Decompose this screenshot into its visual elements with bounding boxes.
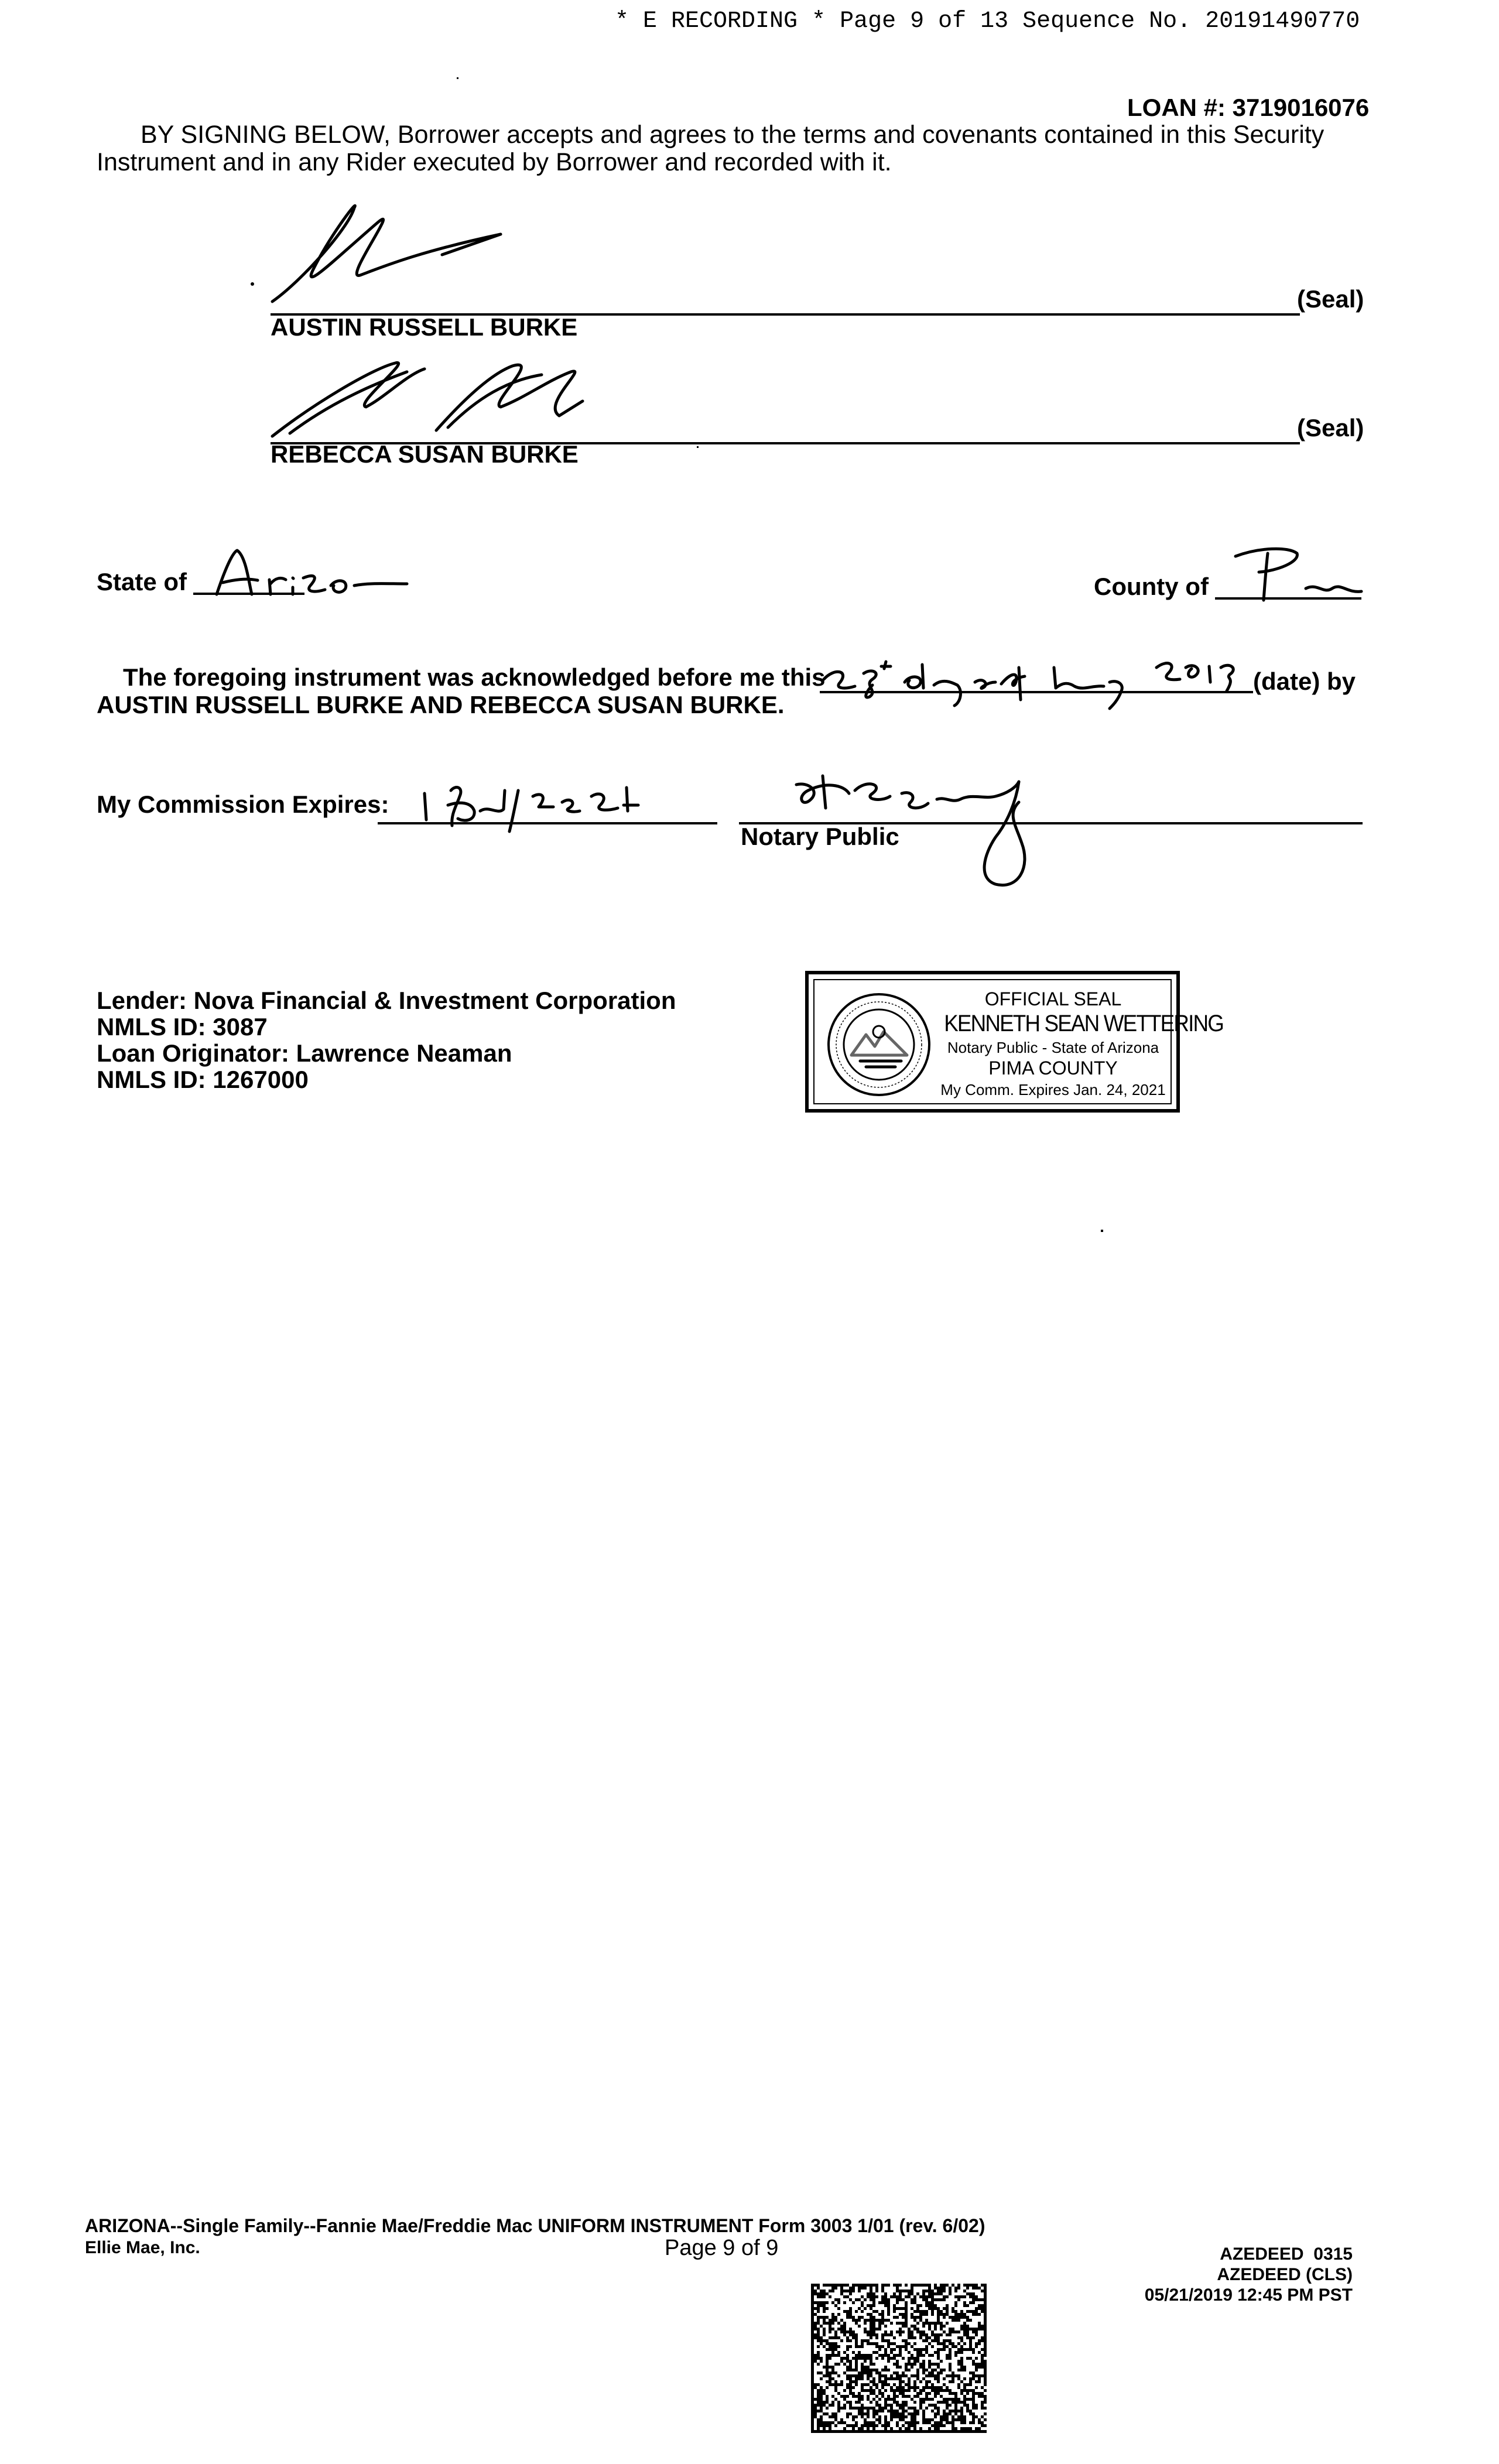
borrower-1-dot: [251, 282, 254, 286]
borrower-2-name: REBECCA SUSAN BURKE: [271, 440, 579, 468]
acknowledgment-names: AUSTIN RUSSELL BURKE AND REBECCA SUSAN BURKE.: [97, 691, 785, 718]
state-handwritten: [205, 542, 416, 612]
ack-date-suffix: (date) by: [1253, 668, 1356, 695]
commission-label: My Commission Expires:: [97, 790, 389, 818]
intro-line-1: BY SIGNING BELOW, Borrower accepts and agrees to the terms and covenants contained in this Security: [141, 121, 1325, 149]
footer-code-1: AZEDEED 0315: [1220, 2244, 1353, 2264]
originator-nmls: NMLS ID: 1267000: [97, 1066, 309, 1093]
borrower-1-seal-label: (Seal): [1297, 285, 1364, 313]
borrower-1-name: AUSTIN RUSSELL BURKE: [271, 313, 578, 341]
notary-public-label: Notary Public: [741, 823, 899, 850]
scan-speck: [457, 77, 458, 79]
seal-notary-name: KENNETH SEAN WETTERING: [944, 1011, 1224, 1036]
footer-company: Ellie Mae, Inc.: [85, 2238, 200, 2257]
barcode-2d: [811, 2284, 987, 2433]
loan-number-label: LOAN #:: [1127, 94, 1226, 121]
footer-page-number: Page 9 of 9: [665, 2236, 779, 2260]
seal-emblem-text: [809, 974, 822, 975]
scan-speck: [1101, 1230, 1103, 1232]
loan-number-line: [1127, 94, 1369, 122]
seal-expires: My Comm. Expires Jan. 24, 2021: [940, 1081, 1166, 1098]
ack-date-handwritten: [817, 650, 1250, 714]
county-label: County of: [1094, 573, 1209, 600]
arizona-state-seal-emblem: [825, 991, 933, 1099]
seal-title: OFFICIAL SEAL: [984, 988, 1122, 1009]
originator-line: Loan Originator: Lawrence Neaman: [97, 1039, 512, 1067]
county-handwritten: [1224, 542, 1370, 606]
footer-code-2: AZEDEED (CLS): [1217, 2265, 1353, 2284]
scan-speck: [697, 446, 699, 448]
borrower-1-signature: [266, 193, 512, 310]
state-label: State of: [97, 568, 187, 596]
acknowledgment-text: The foregoing instrument was acknowledged before me this: [123, 663, 826, 691]
lender-line: Lender: Nova Financial & Investment Corporation: [97, 987, 676, 1014]
intro-line-2: Instrument and in any Rider executed by Borrower and recorded with it.: [97, 148, 892, 176]
commission-handwritten: [416, 779, 673, 849]
seal-county: PIMA COUNTY: [988, 1058, 1118, 1079]
commission-value: [0, 0, 2, 1]
seal-role: Notary Public - State of Arizona: [947, 1039, 1159, 1056]
borrower-2-seal-label: (Seal): [1297, 414, 1364, 442]
notary-official-seal: [805, 971, 1224, 1113]
footer-form-line: ARIZONA--Single Family--Fannie Mae/Freddie Mac UNIFORM INSTRUMENT Form 3003 1/01 (rev. 6/02): [85, 2215, 985, 2236]
footer-timestamp: 05/21/2019 12:45 PM PST: [1144, 2285, 1353, 2305]
lender-nmls: NMLS ID: 3087: [97, 1013, 268, 1041]
borrower-2-signature: [266, 351, 594, 445]
loan-number: 3719016076: [1232, 94, 1370, 121]
recording-header: * E RECORDING * Page 9 of 13 Sequence No. 20191490770: [615, 8, 1360, 35]
